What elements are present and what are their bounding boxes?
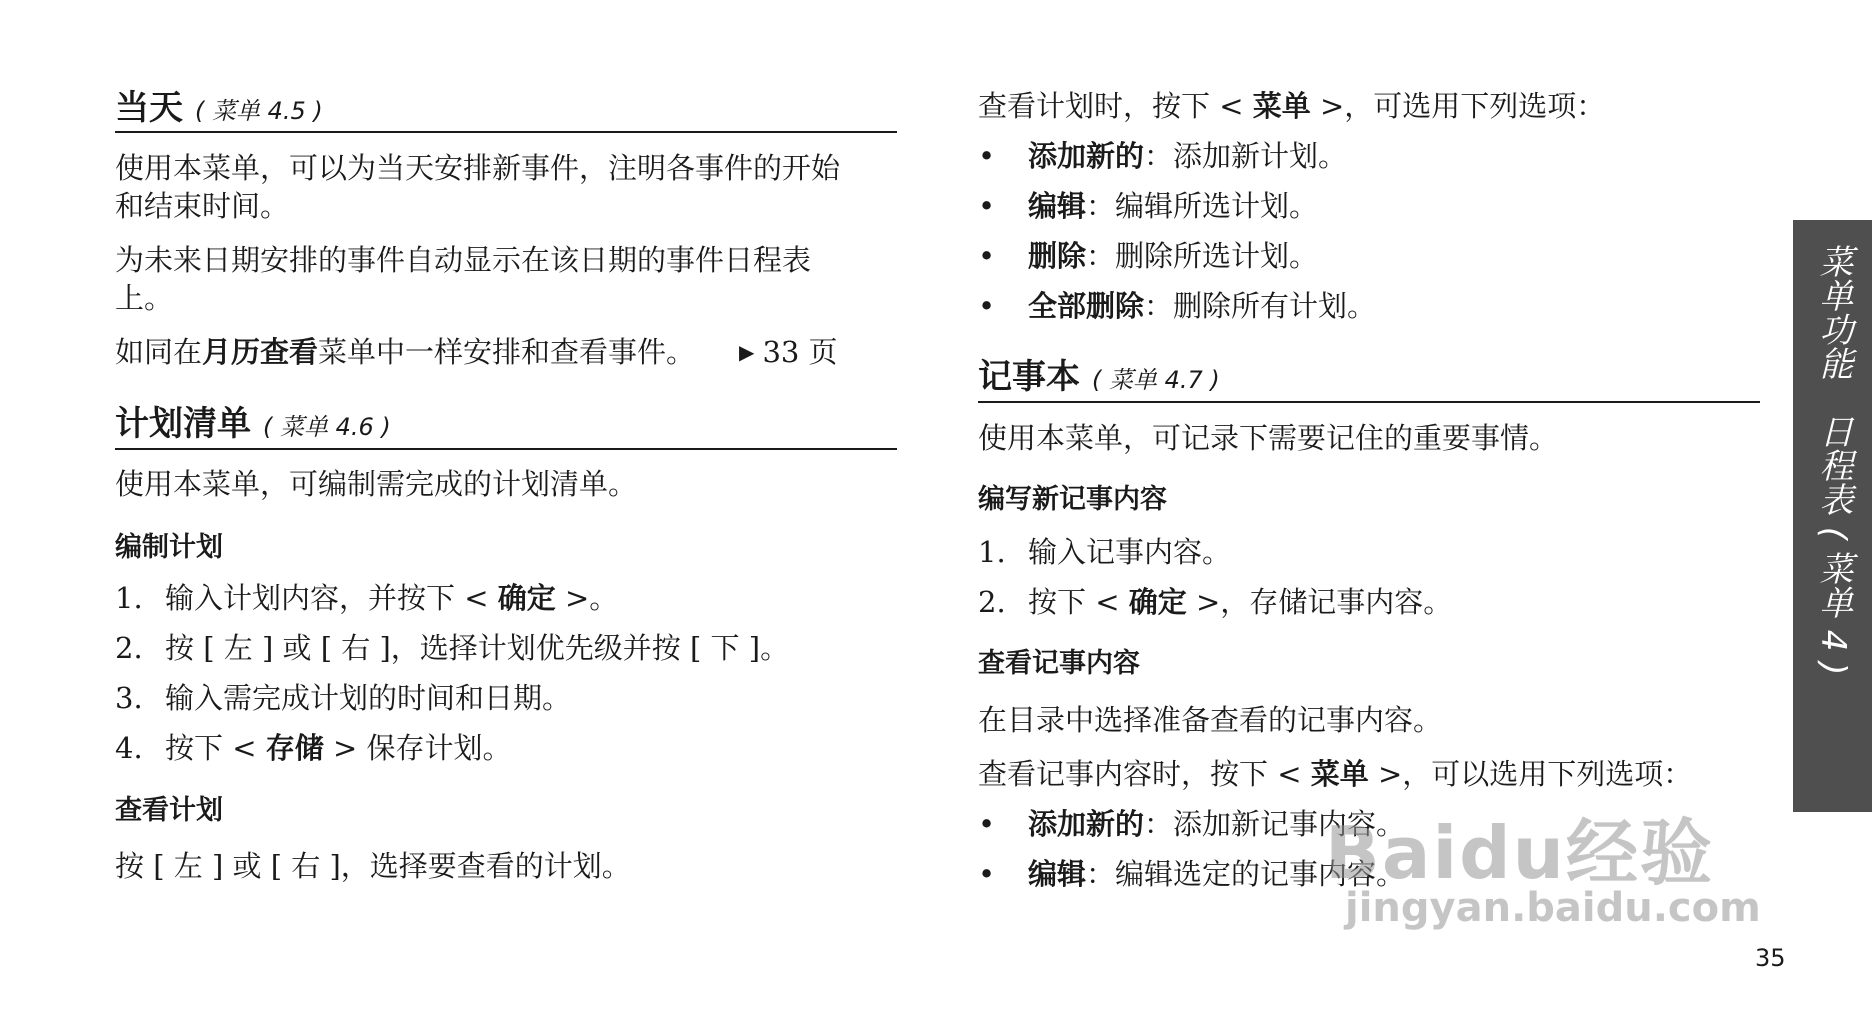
text-run: 如同在: [115, 335, 203, 369]
paragraph-month-view: [115, 332, 838, 375]
list-item: [978, 532, 1231, 572]
section-title: 记事本: [978, 357, 1080, 397]
paragraph-options-intro: [978, 86, 1605, 126]
text-run: 按 [ 左 ] 或 [ 右 ]，选择计划优先级并按 [ 下 ]。: [165, 631, 790, 665]
paragraph-line: 按 [ 左 ] 或 [ 右 ]，选择要查看的计划。: [115, 849, 631, 883]
list-number: 4.: [115, 731, 143, 765]
text-run: >，可选用下列选项：: [1310, 89, 1606, 123]
watermark-logo: Baidu经验: [1325, 811, 1714, 895]
list-item: [115, 578, 618, 618]
key-name-bold: 确定: [1128, 585, 1187, 619]
paragraph-options-intro-2: [978, 754, 1692, 794]
text-run: >，存储记事内容。: [1186, 585, 1453, 619]
page-ref-arrow-icon: ▶: [739, 340, 755, 364]
option-desc: ：添加新记事内容。: [1144, 807, 1406, 841]
option-label: 添加新的: [1028, 139, 1145, 173]
text-run: 查看计划时，按下 <: [978, 89, 1253, 123]
text-run: 输入计划内容，并按下 <: [165, 581, 498, 615]
paragraph-line: 使用本菜单，可记录下需要记住的重要事情。: [978, 421, 1559, 455]
menu-number: ( 菜单 4.7 ): [1092, 366, 1220, 394]
paragraph-line: 使用本菜单，可以为当天安排新事件，注明各事件的开始: [115, 151, 841, 185]
subheading-edit-plan: 编制计划: [115, 532, 223, 563]
section-title-vertical: 日程表 ( 菜单 4 ): [1813, 414, 1853, 676]
list-item: [115, 628, 789, 668]
text-run: 按下 <: [1028, 585, 1129, 619]
text-run: >。: [555, 581, 619, 615]
bullet-icon: •: [978, 857, 996, 891]
bullet-icon: •: [978, 139, 996, 173]
text-run: 输入需完成计划的时间和日期。: [165, 681, 572, 715]
baidu-watermark: [1325, 795, 1761, 935]
bullet-icon: •: [978, 189, 996, 223]
key-name-bold: 存储: [265, 731, 324, 765]
bullet-icon: •: [978, 807, 996, 841]
option-desc: ：添加新计划。: [1144, 139, 1348, 173]
chapter-side-tab: [1793, 220, 1872, 812]
text-run: 按下 <: [165, 731, 266, 765]
key-name-bold: 菜单: [1310, 757, 1369, 791]
list-item: [978, 582, 1452, 622]
bullet-item: [978, 136, 1347, 176]
chapter-title: 菜单功能: [1813, 244, 1853, 380]
list-number: 3.: [115, 681, 143, 715]
option-label: 添加新的: [1028, 807, 1145, 841]
option-label: 全部删除: [1028, 289, 1145, 323]
section-heading-notes: [978, 357, 1220, 400]
text-run: 查看记事内容时，按下 <: [978, 757, 1311, 791]
paragraph-line: 上。: [115, 281, 174, 315]
subheading-write-note: 编写新记事内容: [978, 484, 1167, 515]
list-number: 2.: [115, 631, 143, 665]
section-heading-todo: [115, 404, 391, 447]
text-run: 菜单中一样安排和查看事件。: [318, 335, 696, 369]
watermark-url: jingyan.baidu.com: [1345, 885, 1761, 931]
option-desc: ：删除所有计划。: [1144, 289, 1377, 323]
paragraph-line: 在目录中选择准备查看的记事内容。: [978, 703, 1443, 737]
option-desc: ：编辑选定的记事内容。: [1086, 857, 1406, 891]
section-title: 计划清单: [115, 404, 251, 444]
text-run: > 保存计划。: [323, 731, 512, 765]
page-number: 35: [1755, 944, 1786, 972]
section-title: 当天: [115, 88, 183, 128]
page-reference: 33 页: [762, 335, 838, 369]
bullet-item: [978, 186, 1318, 226]
list-item: [115, 678, 571, 718]
list-number: 2.: [978, 585, 1006, 619]
list-number: 1.: [978, 535, 1006, 569]
key-name-bold: 菜单: [1252, 89, 1311, 123]
option-label: 编辑: [1028, 189, 1087, 223]
menu-number: ( 菜单 4.5 ): [195, 97, 323, 125]
chapter-tab-text: [1815, 244, 1851, 675]
section-heading-today: [115, 88, 323, 131]
subheading-view-note: 查看记事内容: [978, 648, 1140, 679]
key-name-bold: 确定: [497, 581, 556, 615]
option-desc: ：编辑所选计划。: [1086, 189, 1319, 223]
text-run: 输入记事内容。: [1028, 535, 1232, 569]
list-number: 1.: [115, 581, 143, 615]
menu-number: ( 菜单 4.6 ): [263, 413, 391, 441]
heading-rule: [115, 131, 897, 133]
heading-rule: [115, 448, 897, 450]
paragraph-line: 和结束时间。: [115, 189, 290, 223]
option-label: 删除: [1028, 239, 1087, 273]
bullet-item: [978, 236, 1318, 276]
bullet-item: [978, 286, 1376, 326]
subheading-view-plan: 查看计划: [115, 795, 223, 826]
bullet-icon: •: [978, 289, 996, 323]
option-desc: ：删除所选计划。: [1086, 239, 1319, 273]
text-run: >，可以选用下列选项：: [1368, 757, 1693, 791]
bullet-icon: •: [978, 239, 996, 273]
menu-name-bold: 月历查看: [202, 335, 319, 369]
paragraph-line: 使用本菜单，可编制需完成的计划清单。: [115, 467, 638, 501]
paragraph-line: 为未来日期安排的事件自动显示在该日期的事件日程表: [115, 243, 812, 277]
heading-rule: [978, 401, 1760, 403]
option-label: 编辑: [1028, 857, 1087, 891]
list-item: [115, 728, 512, 768]
